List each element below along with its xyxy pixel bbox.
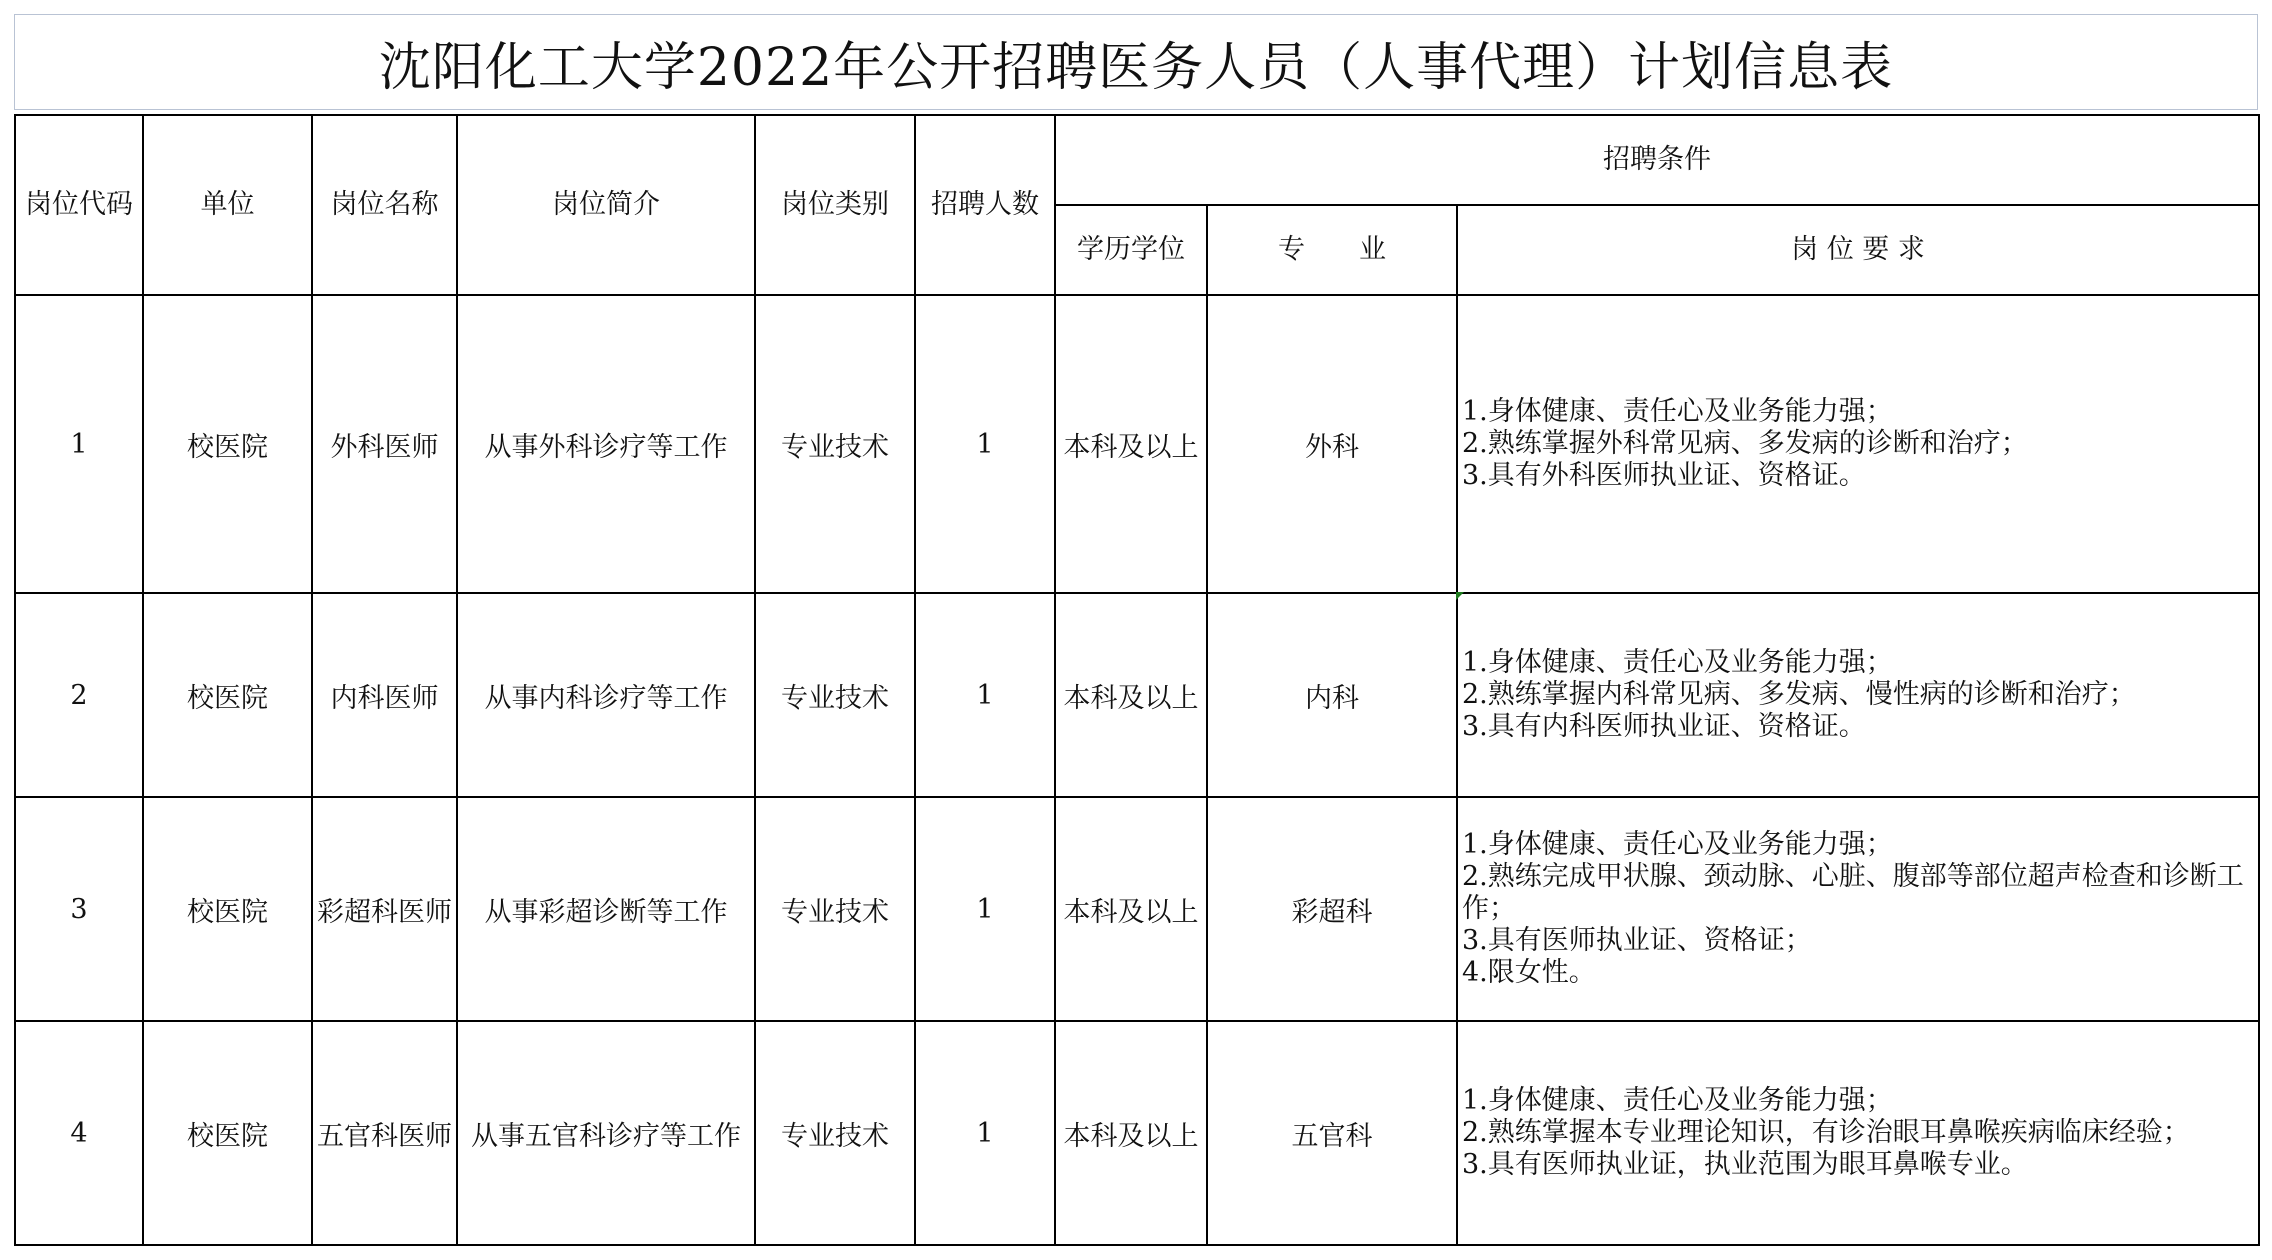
- cell-headcount: 1: [915, 295, 1055, 593]
- cell-headcount: 1: [915, 593, 1055, 797]
- cell-requirements: [1457, 295, 2259, 593]
- cell-headcount: 1: [915, 1021, 1055, 1245]
- header-category: 岗位类别: [755, 115, 915, 295]
- header-major: 专 业: [1207, 205, 1457, 295]
- header-conditions: 招聘条件: [1055, 115, 2259, 205]
- cell-comment-indicator: [1456, 592, 1464, 600]
- cell-position: 五官科医师: [312, 1021, 457, 1245]
- requirement-line: 1.身体健康、责任心及业务能力强；: [1462, 396, 1893, 427]
- table-row: [15, 1021, 2259, 1245]
- table-row: [15, 295, 2259, 593]
- cell-code: 2: [15, 593, 143, 797]
- cell-major: 彩超科: [1207, 797, 1457, 1021]
- requirement-line: 2.熟练完成甲状腺、颈动脉、心脏、腹部等部位超声检查和诊断工作；: [1462, 861, 2244, 924]
- requirement-line: 2.熟练掌握内科常见病、多发病、慢性病的诊断和治疗；: [1462, 679, 2136, 710]
- header-unit: 单位: [143, 115, 312, 295]
- table-row: [15, 593, 2259, 797]
- requirement-line: 3.具有医师执业证，执业范围为眼耳鼻喉专业。: [1462, 1149, 2028, 1180]
- requirement-line: 1.身体健康、责任心及业务能力强；: [1462, 829, 1893, 860]
- spreadsheet-sheet: [14, 14, 2258, 1246]
- header-education: 学历学位: [1055, 205, 1207, 295]
- cell-major: 内科: [1207, 593, 1457, 797]
- cell-education: 本科及以上: [1055, 593, 1207, 797]
- requirement-line: 1.身体健康、责任心及业务能力强；: [1462, 647, 1893, 678]
- requirement-line: 4.限女性。: [1462, 957, 1596, 988]
- requirement-line: 3.具有内科医师执业证、资格证。: [1462, 711, 1866, 742]
- cell-code: 4: [15, 1021, 143, 1245]
- cell-unit: 校医院: [143, 295, 312, 593]
- cell-category: 专业技术: [755, 797, 915, 1021]
- requirement-line: 3.具有外科医师执业证、资格证。: [1462, 460, 1866, 491]
- cell-requirements: [1457, 797, 2259, 1021]
- cell-position: 内科医师: [312, 593, 457, 797]
- cell-major: 五官科: [1207, 1021, 1457, 1245]
- header-description: 岗位简介: [457, 115, 755, 295]
- requirement-line: 2.熟练掌握本专业理论知识，有诊治眼耳鼻喉疾病临床经验；: [1462, 1117, 2190, 1148]
- cell-unit: 校医院: [143, 593, 312, 797]
- header-requirements: 岗 位 要 求: [1457, 205, 2259, 295]
- header-row-top: [15, 115, 2259, 205]
- cell-description: 从事五官科诊疗等工作: [457, 1021, 755, 1245]
- cell-requirements: [1457, 593, 2259, 797]
- cell-requirements: [1457, 1021, 2259, 1245]
- table-row: [15, 797, 2259, 1021]
- requirement-line: 1.身体健康、责任心及业务能力强；: [1462, 1085, 1893, 1116]
- cell-description: 从事彩超诊断等工作: [457, 797, 755, 1021]
- cell-category: 专业技术: [755, 593, 915, 797]
- cell-category: 专业技术: [755, 1021, 915, 1245]
- cell-description: 从事外科诊疗等工作: [457, 295, 755, 593]
- cell-education: 本科及以上: [1055, 1021, 1207, 1245]
- table-title-text: 沈阳化工大学2022年公开招聘医务人员（人事代理）计划信息表: [378, 37, 1894, 98]
- cell-headcount: 1: [915, 797, 1055, 1021]
- cell-major: 外科: [1207, 295, 1457, 593]
- requirement-line: 3.具有医师执业证、资格证；: [1462, 925, 1812, 956]
- table-title: [14, 14, 2258, 110]
- cell-category: 专业技术: [755, 295, 915, 593]
- cell-position: 彩超科医师: [312, 797, 457, 1021]
- cell-position: 外科医师: [312, 295, 457, 593]
- cell-education: 本科及以上: [1055, 295, 1207, 593]
- requirement-line: 2.熟练掌握外科常见病、多发病的诊断和治疗；: [1462, 428, 2028, 459]
- header-headcount: 招聘人数: [915, 115, 1055, 295]
- cell-description: 从事内科诊疗等工作: [457, 593, 755, 797]
- cell-unit: 校医院: [143, 797, 312, 1021]
- cell-code: 3: [15, 797, 143, 1021]
- header-position-name: 岗位名称: [312, 115, 457, 295]
- cell-education: 本科及以上: [1055, 797, 1207, 1021]
- header-code: 岗位代码: [15, 115, 143, 295]
- recruitment-table: [14, 114, 2260, 1246]
- cell-unit: 校医院: [143, 1021, 312, 1245]
- cell-code: 1: [15, 295, 143, 593]
